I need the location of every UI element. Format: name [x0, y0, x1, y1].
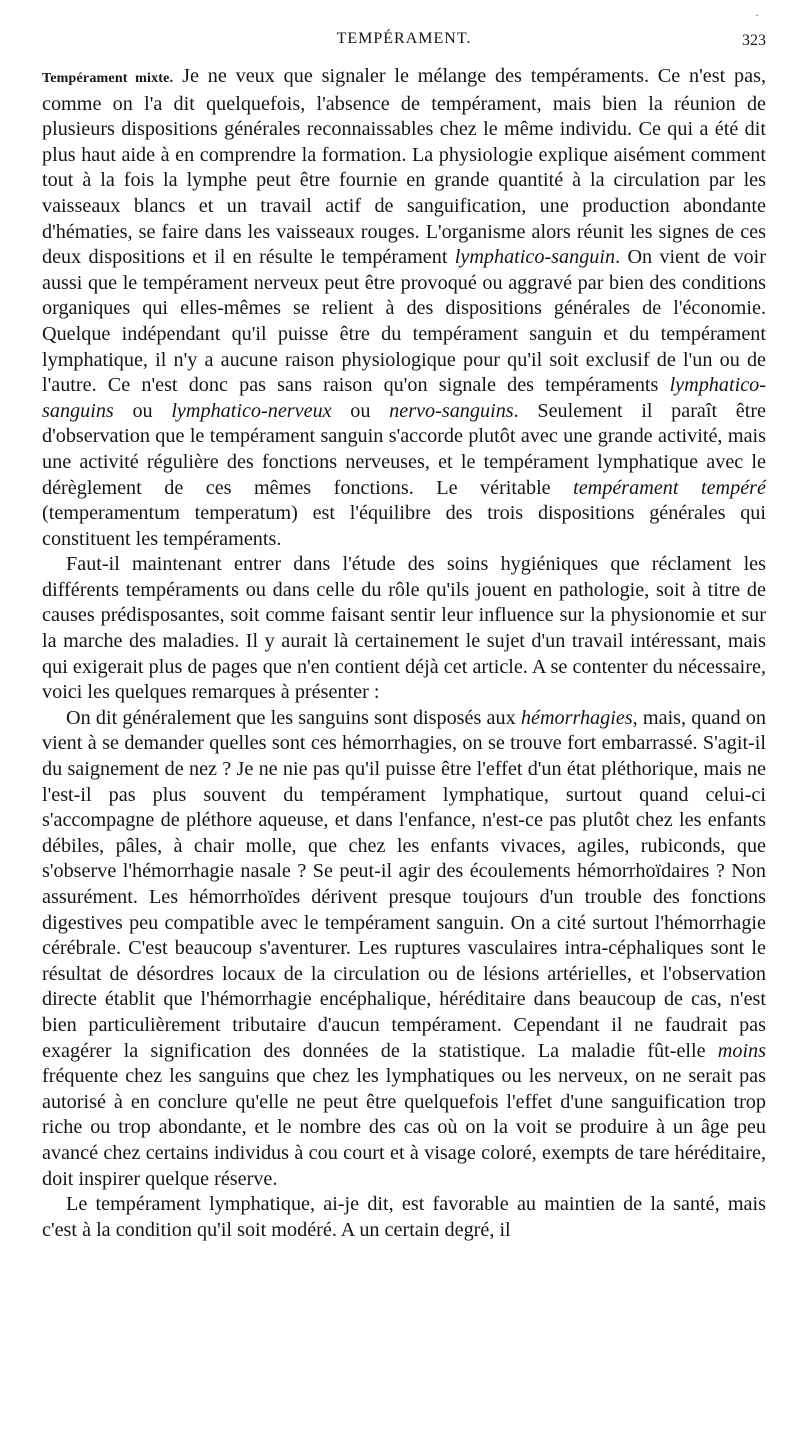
paragraph-hygiene — [42, 552, 766, 706]
text-run: ou — [331, 399, 390, 422]
text-run: fréquente chez les sanguins que chez les lymphatiques ou les nerveux, on ne serait pas autorisé à en conclure qu'elle ne peut être quelquefois l'effet d'une sanguification trop riche ou trop abondante, et le nombre des cas où on la voit se produire à un âge peu avancé chez certains individus à cou court et à visage coloré, exempts de tare héréditaire, doit inspirer quelque réserve. — [42, 1065, 766, 1190]
italic-term: lymphatico-sanguin — [454, 246, 616, 269]
paragraph-mixed-temperament — [42, 64, 766, 552]
text-run: Faut-il maintenant entrer dans l'étude des soins hygiéniques que réclament les différents tempéraments ou dans celle du rôle qu'ils jouent en pathologie, soit à titre de causes prédisposantes, soit comme faisant sentir leur influence sur la physionomie et sur la marche des maladies. Il y aurait là certainement le sujet d'un travail intéressant, mais qui exigerait plus de pages que n'en contient déjà cet article. A se contenter du nécessaire, voici les quelques remarques à présenter : — [42, 553, 766, 704]
section-heading: Tempérament mixte. — [42, 71, 174, 86]
italic-term: lymphatico-nerveux — [171, 399, 332, 422]
text-run: , mais, quand on vient à se demander quelles sont ces hémorrhagies, on se trouve fort embarrassé. S'agit-il du saignement de nez ? Je ne nie pas qu'il puisse être l'effet d'un état pléthorique, mais ne l'est-il pas plus souvent du tempérament lymphatique, surtout quand celui-ci s'accompagne de pléthore aqueuse, et dans l'enfance, n'est-ce pas plutôt chez les enfants débiles, pâles, à chair molle, que chez les enfants vivaces, agiles, rubiconds, que s'observe l'hémorrhagie nasale ? Se peut-il agir des écoulements hémorrhoïdaires ? Non assurément. Les hémorrhoïdes dérivent presque toujours d'un trouble des fonctions digestives peu compatible avec le tempérament sanguin. On a cité surtout l'hémorrhagie cérébrale. C'est beaucoup s'aventurer. Les ruptures vasculaires intra-céphaliques sont le résultat de désordres locaux de la circulation ou de lésions artérielles, et l'observation directe établit que l'hémorrhagie encéphalique, héréditaire dans beaucoup de cas, n'est bien particulièrement tributaire d'aucun tempérament. Cependant il ne faudrait pas exagérer la signification des données de la statistique. La maladie fût-elle — [42, 706, 766, 1062]
text-run: . Seulement il paraît être d'observation que le tempérament sanguin s'accorde plutôt avec une grande activité, mais une activité régulière des fonctions nerveuses, et le tempérament lymphatique avec le dérèglement de ces mêmes fonctions. Le véritable — [42, 399, 767, 499]
document-page — [42, 30, 766, 1243]
page-header — [42, 30, 766, 64]
italic-term: lymphatico-sanguins — [42, 374, 766, 422]
italic-term: hémorrhagies — [520, 706, 633, 729]
page-number: 323 — [742, 32, 766, 49]
italic-term: moins — [717, 1039, 766, 1062]
text-run: ou — [113, 399, 172, 422]
text-run: Je ne veux que signaler le mélange des tempéraments. Ce n'est pas, comme on l'a dit quelquefois, l'absence de tempérament, mais bien la réunion de plusieurs dispositions générales reconnaissables chez le même individu. Ce qui a été dit plus haut aide à en comprendre la formation. La physiologie explique aisément comment tout à la fois la lymphe peut être fournie en grande quantité à la circulation par les vaisseaux blancs et un travail actif de sanguification, une production abondante d'hématies, se faire dans les vaisseaux rouges. L'organisme alors réunit les signes de ces deux dispositions et il en résulte le tempérament — [42, 65, 766, 269]
text-run: On dit généralement que les sanguins sont disposés aux — [66, 706, 521, 729]
text-run: (temperamentum temperatum) est l'équilibre des trois dispositions générales qui constituent les tempéraments. — [42, 502, 766, 550]
text-run: . On vient de voir aussi que le tempérament nerveux peut être provoqué ou aggravé par bien des conditions organiques qui elles-mêmes se relient à des dispositions générales de l'économie. Quelque indépendant qu'il puisse être du tempérament sanguin et du tempérament lymphatique, il n'y a aucune raison physiologique pour qu'il soit exclusif de l'un ou de l'autre. Ce n'est donc pas sans raison qu'on signale des tempéraments — [42, 246, 766, 397]
italic-term: tempérament tempéré — [573, 476, 766, 499]
paragraph-body — [42, 1193, 766, 1241]
paragraph-body — [42, 707, 766, 1190]
margin-mark: · — [755, 8, 759, 22]
paragraph-body — [42, 65, 766, 550]
paragraph-body — [42, 553, 766, 703]
running-title: TEMPÉRAMENT. — [336, 30, 472, 47]
italic-term: nervo-sanguins — [389, 399, 514, 422]
text-run: Le tempérament lymphatique, ai-je dit, est favorable au maintien de la santé, mais c'est à la condition qu'il soit modéré. A un certain degré, il — [42, 1193, 766, 1241]
paragraph-hemorrhages — [42, 706, 766, 1192]
paragraph-lymphatic — [42, 1192, 766, 1243]
